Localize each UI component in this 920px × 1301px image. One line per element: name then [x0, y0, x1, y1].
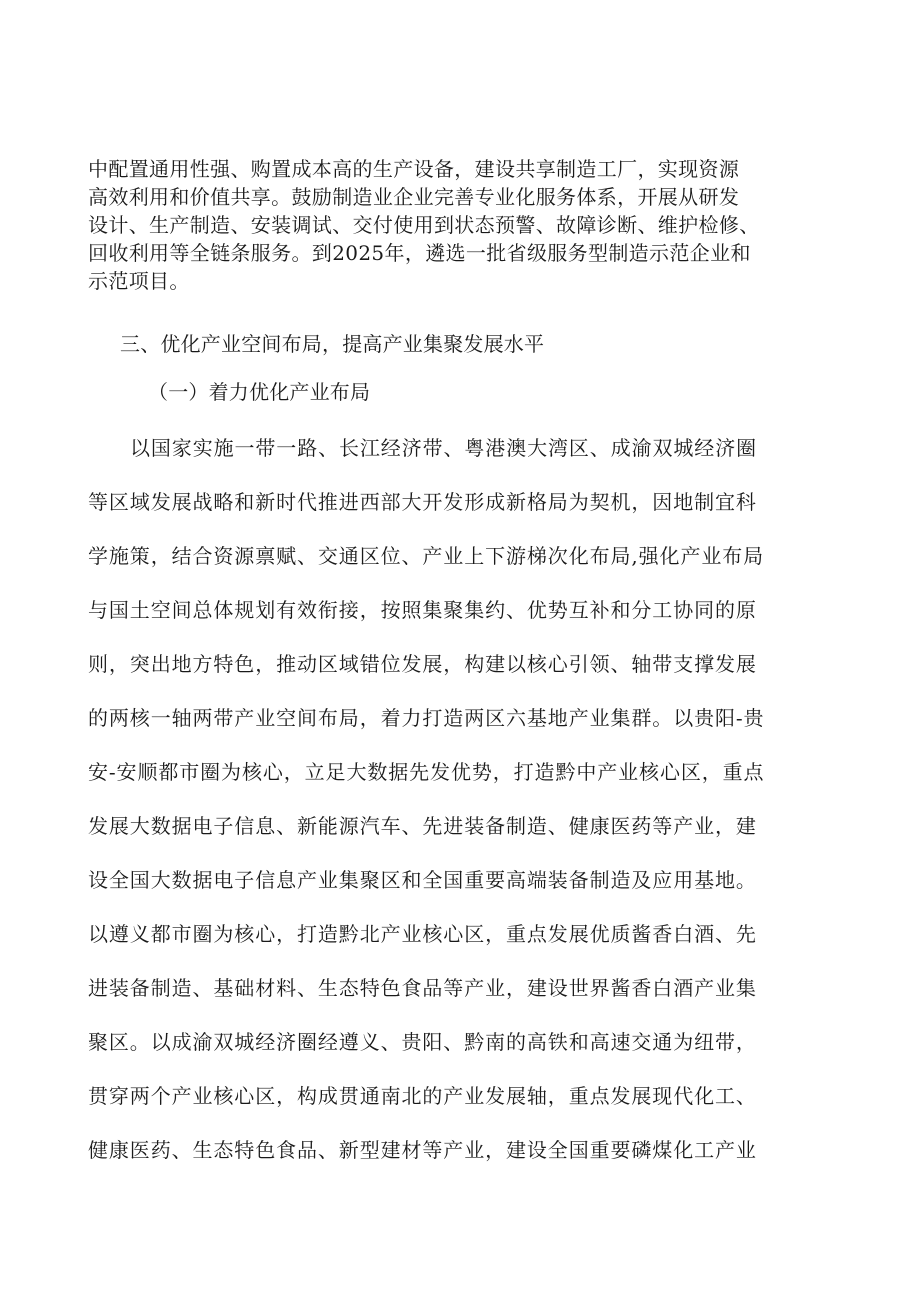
subsection-heading: （一）着力优化产业布局 — [148, 380, 371, 404]
text-line: 学施策，结合资源禀赋、交通区位、产业上下游梯次化布局,强化产业布局 — [88, 544, 765, 568]
text-line: 设计、生产制造、安装调试、交付使用到状态预警、故障诊断、维护检修、 — [88, 213, 760, 237]
text-line: 发展大数据电子信息、新能源汽车、先进装备制造、健康医药等产业，建 — [88, 814, 757, 838]
text-line: 贯穿两个产业核心区，构成贯通南北的产业发展轴，重点发展现代化工、 — [88, 1084, 757, 1108]
text-line: 则，突出地方特色，推动区域错位发展，构建以核心引领、轴带支撑发展 — [88, 652, 757, 676]
text-line: 示范项目。 — [88, 269, 190, 293]
text-line: 的两核一轴两带产业空间布局，着力打造两区六基地产业集群。以贵阳-贵 — [88, 706, 765, 730]
text-line: 回收利用等全链条服务。到2025年，遴选一批省级服务型制造示范企业和 — [88, 241, 751, 265]
text-line: 等区域发展战略和新时代推进西部大开发形成新格局为契机，因地制宜科 — [88, 490, 757, 514]
text-line: 与国土空间总体规划有效衔接，按照集聚集约、优势互补和分工协同的原 — [88, 598, 757, 622]
section-heading: 三、优化产业空间布局，提高产业集聚发展水平 — [120, 332, 545, 356]
text-line: 聚区。以成渝双城经济圈经遵义、贵阳、黔南的高铁和高速交通为纽带， — [88, 1030, 757, 1054]
text-line: 安-安顺都市圈为核心，立足大数据先发优势，打造黔中产业核心区，重点 — [88, 760, 765, 784]
text-line: 设全国大数据电子信息产业集聚区和全国重要高端装备制造及应用基地。 — [88, 868, 757, 892]
text-line: 进装备制造、基础材料、生态特色食品等产业，建设世界酱香白酒产业集 — [88, 976, 757, 1000]
text-line: 以遵义都市圈为核心，打造黔北产业核心区，重点发展优质酱香白酒、先 — [88, 922, 757, 946]
text-line: 健康医药、生态特色食品、新型建材等产业，建设全国重要磷煤化工产业 — [88, 1138, 757, 1162]
text-line: 以国家实施一带一路、长江经济带、粤港澳大湾区、成渝双城经济圈 — [130, 436, 757, 460]
text-line: 高效利用和价值共享。鼓励制造业企业完善专业化服务体系，开展从研发 — [88, 185, 740, 209]
text-line: 中配置通用性强、购置成本高的生产设备，建设共享制造工厂，实现资源 — [88, 157, 740, 181]
